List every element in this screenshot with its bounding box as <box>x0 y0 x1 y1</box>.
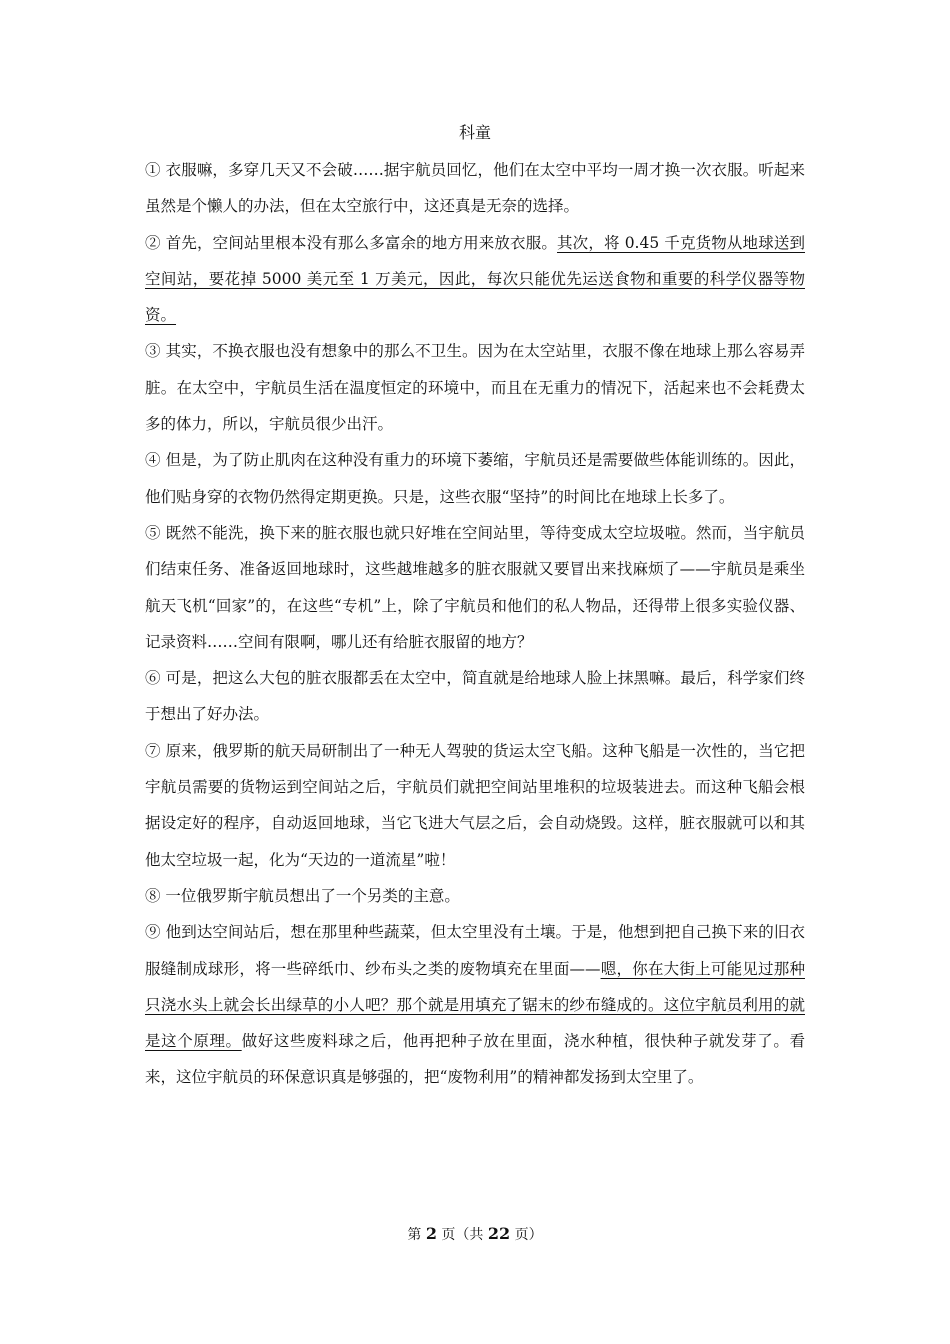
paragraph-text: ⑤ 既然不能洗，换下来的脏衣服也就只好堆在空间站里，等待变成太空垃圾啦。然而，当宇航员们结束任务、准备返回地球时，这些越堆越多的脏衣服就又要冒出来找麻烦了——宇航员是乘坐航天飞机“回家”的，在这些“专机”上，除了宇航员和他们的私人物品，还得带上很多实验仪器、记录资料……空间有限啊，哪儿还有给脏衣服留的地方？ <box>145 523 805 651</box>
paragraph-2 <box>145 225 805 334</box>
footer-prefix: 第 <box>407 1227 426 1243</box>
section-heading: 科童 <box>458 123 491 142</box>
current-page-number: 2 <box>425 1224 437 1243</box>
article-body <box>145 152 805 1096</box>
paragraph-7 <box>145 733 805 878</box>
paragraph-text: ② 首先，空间站里根本没有那么多富余的地方用来放衣服。 <box>145 233 558 252</box>
paragraph-text: ④ 但是，为了防止肌肉在这种没有重力的环境下萎缩，宇航员还是需要做些体能训练的。因此，他们贴身穿的衣物仍然得定期更换。只是，这些衣服“坚持”的时间比在地球上长多了。 <box>145 451 805 506</box>
underlined-passage: 其次，将 0.45 千克货物从地球送到空间站，要花掉 5000 美元至 1 万美元，因此，每次只能优先运送食物和重要的科学仪器等物资。 <box>145 233 805 325</box>
underlined-passage: 嗯，你在大街上可能见过那种只浇水头上就会长出绿草的小人吧？那个就是用填充了锯末的纱布缝成的。这位宇航员利用的就是这个原理。 <box>145 959 805 1051</box>
paragraph-5 <box>145 515 805 660</box>
paragraph-1 <box>145 152 805 225</box>
paragraph-text: ⑧ 一位俄罗斯宇航员想出了一个另类的主意。 <box>145 886 460 905</box>
paragraph-text: ⑥ 可是，把这么大包的脏衣服都丢在太空中，简直就是给地球人脸上抹黑嘛。最后，科学家们终于想出了好办法。 <box>145 669 805 724</box>
footer-middle: 页（共 <box>436 1227 488 1243</box>
paragraph-text: 做好这些废料球之后，他再把种子放在里面，浇水种植，很快种子就发芽了。看来，这位宇航员的环保意识真是够强的，把“废物利用”的精神都发扬到太空里了。 <box>145 1032 805 1087</box>
paragraph-4 <box>145 442 805 515</box>
paragraph-8 <box>145 878 805 914</box>
paragraph-text: ⑨ 他到达空间站后，想在那里种些蔬菜，但太空里没有土壤。于是，他想到把自己换下来的旧衣服缝制成球形，将一些碎纸巾、纱布头之类的废物填充在里面—— <box>145 923 805 978</box>
page-footer <box>0 1224 950 1245</box>
footer-suffix: 页） <box>510 1227 543 1243</box>
paragraph-text: ① 衣服嘛，多穿几天又不会破……据宇航员回忆，他们在太空中平均一周才换一次衣服。听起来虽然是个懒人的办法，但在太空旅行中，这还真是无奈的选择。 <box>145 161 805 216</box>
total-page-count: 22 <box>487 1224 511 1243</box>
paragraph-9 <box>145 914 805 1095</box>
paragraph-3 <box>145 333 805 442</box>
paragraph-text: ③ 其实，不换衣服也没有想象中的那么不卫生。因为在太空站里，衣服不像在地球上那么容易弄脏。在太空中，宇航员生活在温度恒定的环境中，而且在无重力的情况下，活起来也不会耗费太多的体力，所以，宇航员很少出汗。 <box>145 342 805 434</box>
paragraph-text: ⑦ 原来，俄罗斯的航天局研制出了一种无人驾驶的货运太空飞船。这种飞船是一次性的，当它把宇航员需要的货物运到空间站之后，宇航员们就把空间站里堆积的垃圾装进去。而这种飞船会根据设定好的程序，自动返回地球，当它飞进大气层之后，会自动烧毁。这样，脏衣服就可以和其他太空垃圾一起，化为“天边的一道流星”啦！ <box>145 741 805 869</box>
paragraph-6 <box>145 660 805 733</box>
